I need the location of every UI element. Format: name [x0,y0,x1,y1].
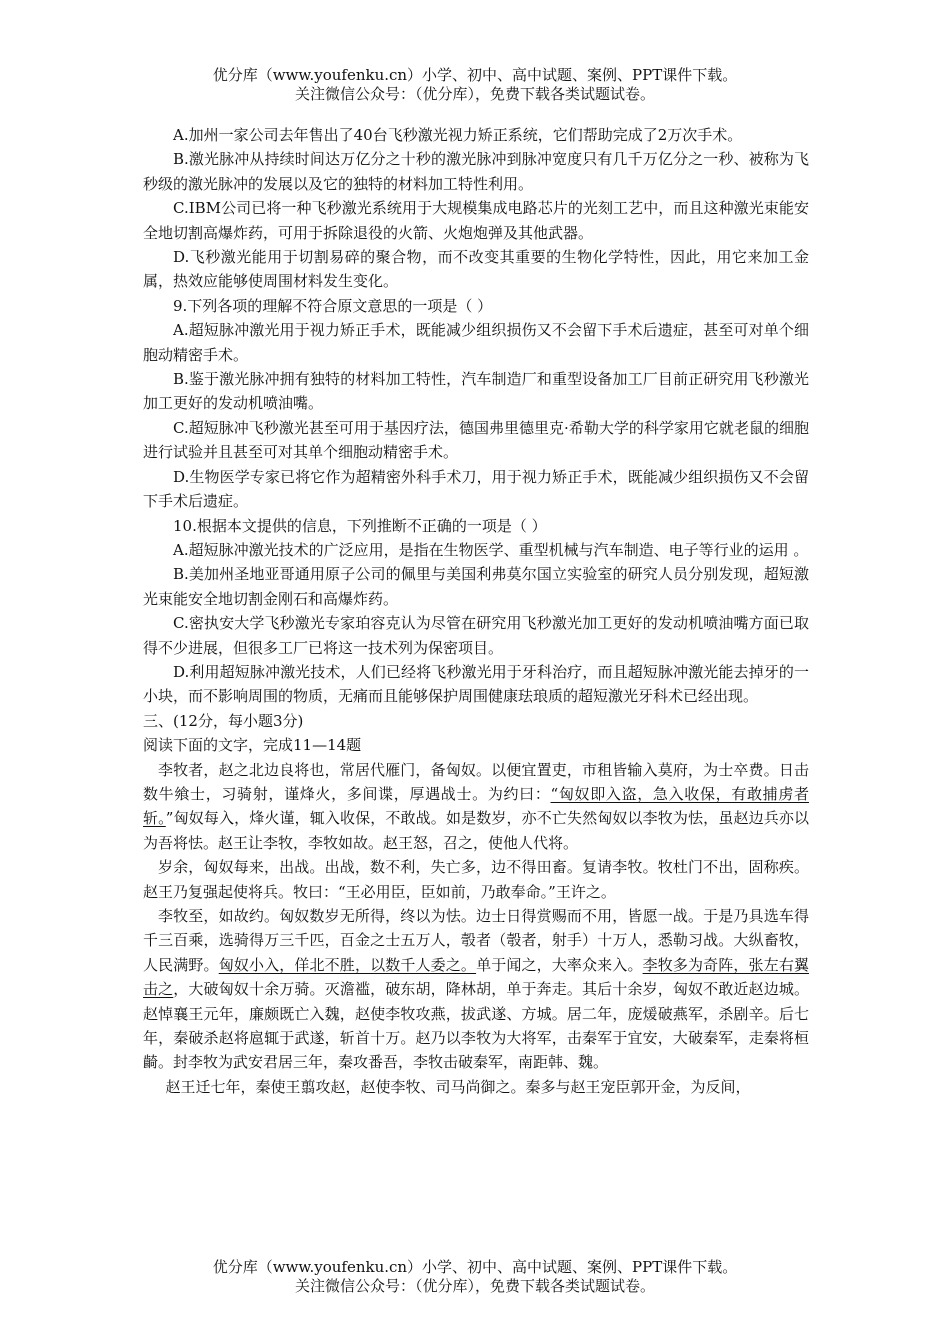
q9-stem: 9.下列各项的理解不符合原文意思的一项是（ ） [173,296,493,315]
passage-p3-underlined-1: 匈奴小入，佯北不胜，以数千人委之。 [218,955,477,974]
q9-option-d: D.生物医学专家已将它作为超精密外科手术刀，用于视力矫正手术，既能减少组织损伤又不会留下手术后遗症。 [143,467,809,511]
passage-paragraph-3 [143,904,809,1075]
q8-option-c: C.IBM公司已将一种飞秒激光系统用于大规模集成电路芯片的光刻工艺中，而且这种激光束能安全地切割高爆炸药，可用于拆除退役的火箭、火炮炮弹及其他武器。 [143,199,809,242]
page-footer [0,1258,950,1296]
section-3-instruction: 阅读下面的文字，完成11—14题 [143,736,362,755]
q9-option-c: C.超短脉冲飞秒激光甚至可用于基因疗法，德国弗里德里克·希勒大学的科学家用它就老鼠的细胞进行试验并且甚至可对其单个细胞动精密手术。 [143,418,809,462]
q10-stem: 10.根据本文提供的信息，下列推断不正确的一项是（ ） [173,516,547,535]
q10-option-d: D.利用超短脉冲激光技术，人们已经将飞秒激光用于牙科治疗，而且超短脉冲激光能去掉牙的一小块，而不影响周围的物质，无痛而且能够保护周围健康珐琅质的超短激光牙科术已经出现。 [143,662,809,706]
q8-option-d: D.飞秒激光能用于切割易碎的聚合物，而不改变其重要的生物化学特性，因此，用它来加工金属，热效应能够使周围材料发生变化。 [143,248,809,291]
q9-option-b: B.鉴于激光脉冲拥有独特的材料加工特性，汽车制造厂和重型设备加工厂目前正研究用飞秒激光加工更好的发动机喷油嘴。 [143,370,809,413]
q8-option-a: A.加州一家公司去年售出了40台飞秒激光视力矫正系统，它们帮助完成了2万次手术。 [173,126,743,144]
footer-line-1: 优分库（www.youfenku.cn）小学、初中、高中试题、案例、PPT课件下载。 [212,1258,738,1276]
header-line-2: 关注微信公众号：（优分库），免费下载各类试题试卷。 [294,85,655,103]
header-line-1: 优分库（www.youfenku.cn）小学、初中、高中试题、案例、PPT课件下载。 [212,66,738,84]
passage-p3-text-b: 单于闻之，大率众来入。 [476,955,643,974]
passage-paragraph-1 [143,758,809,856]
passage-p1-text-b: ”匈奴每入，烽火谨，辄入收保，不敢战。如是数岁，亦不亡失然匈奴以李牧为怯，虽赵边兵亦以为吾将怯。赵王让李牧，李牧如故。赵王怒，召之，使他人代将。 [143,809,809,852]
page-header [0,66,950,104]
passage-paragraph-4: 赵王迁七年，秦使王翦攻赵，赵使李牧、司马尚御之。秦多与赵王宠臣郭开金，为反间， [165,1077,751,1096]
passage-p1-underlined: “匈奴即入盗，急入收保，有敢捕虏者斩。 [143,784,809,828]
q10-option-b: B.美加州圣地亚哥通用原子公司的佩里与美国利弗莫尔国立实验室的研究人员分别发现，超短激光束能安全地切割金刚石和高爆炸药。 [143,565,809,608]
q10-option-c: C.密执安大学飞秒激光专家珀容克认为尽管在研究用飞秒激光加工更好的发动机喷油嘴方面已取得不少进展，但很多工厂已将这一技术列为保密项目。 [143,614,809,657]
q9-option-a: A.超短脉冲激光用于视力矫正手术，既能减少组织损伤又不会留下手术后遗症，甚至可对单个细胞动精密手术。 [143,321,809,364]
passage-paragraph-2: 岁余，匈奴每来，出战。出战，数不利，失亡多，边不得田畜。复请李牧。牧杜门不出，固称疾。赵王乃复强起使将兵。牧曰：“王必用臣，臣如前，乃敢奉命。”王许之。 [143,858,809,901]
passage-p3-text-c: ，大破匈奴十余万骑。灭澹褴，破东胡，降林胡，单于奔走。其后十余岁，匈奴不敢近赵边城。赵悼襄王元年，廉颇既亡入魏，赵使李牧攻燕，拔武遂、方城。居二年，庞煖破燕军，杀剧辛。后七年，秦破杀赵将扈辄于武遂，斩首十万。赵乃以李牧为大将军，击秦军于宜安，大破秦军，走秦将桓齮。封李牧为武安君居三年，秦攻番吾，李牧击破秦军，南距韩、魏。 [143,980,809,1072]
section-3-title: 三、(12分，每小题3分) [143,711,304,730]
q8-option-b: B.激光脉冲从持续时间达万亿分之十秒的激光脉冲到脉冲宽度只有几千万亿分之一秒、被称为飞秒级的激光脉冲的发展以及它的独特的材料加工特性利用。 [143,150,809,193]
footer-line-2: 关注微信公众号：（优分库），免费下载各类试题试卷。 [294,1277,655,1295]
passage-p1-text-a: 李牧者，赵之北边良将也，常居代雁门，备匈奴。以便宜置吏，市租皆输入莫府，为士卒费。日击数牛飨士，习骑射，谨烽火，多间谍，厚遇战士。为约曰： [143,760,809,803]
q10-option-a: A.超短脉冲激光技术的广泛应用，是指在生物医学、重型机械与汽车制造、电子等行业的运用 。 [173,540,809,559]
passage-p3-underlined-2: 李牧多为奇阵，张左右翼击之 [143,955,809,999]
passage-p3-text-a: 李牧至，如故约。匈奴数岁无所得，终以为怯。边士日得赏赐而不用，皆愿一战。于是乃具选车得千三百乘，选骑得万三千匹，百金之士五万人，彀者（彀者，射手）十万人，悉勒习战。大纵畜牧，人民满野。 [143,907,809,974]
document-body [143,123,809,1099]
